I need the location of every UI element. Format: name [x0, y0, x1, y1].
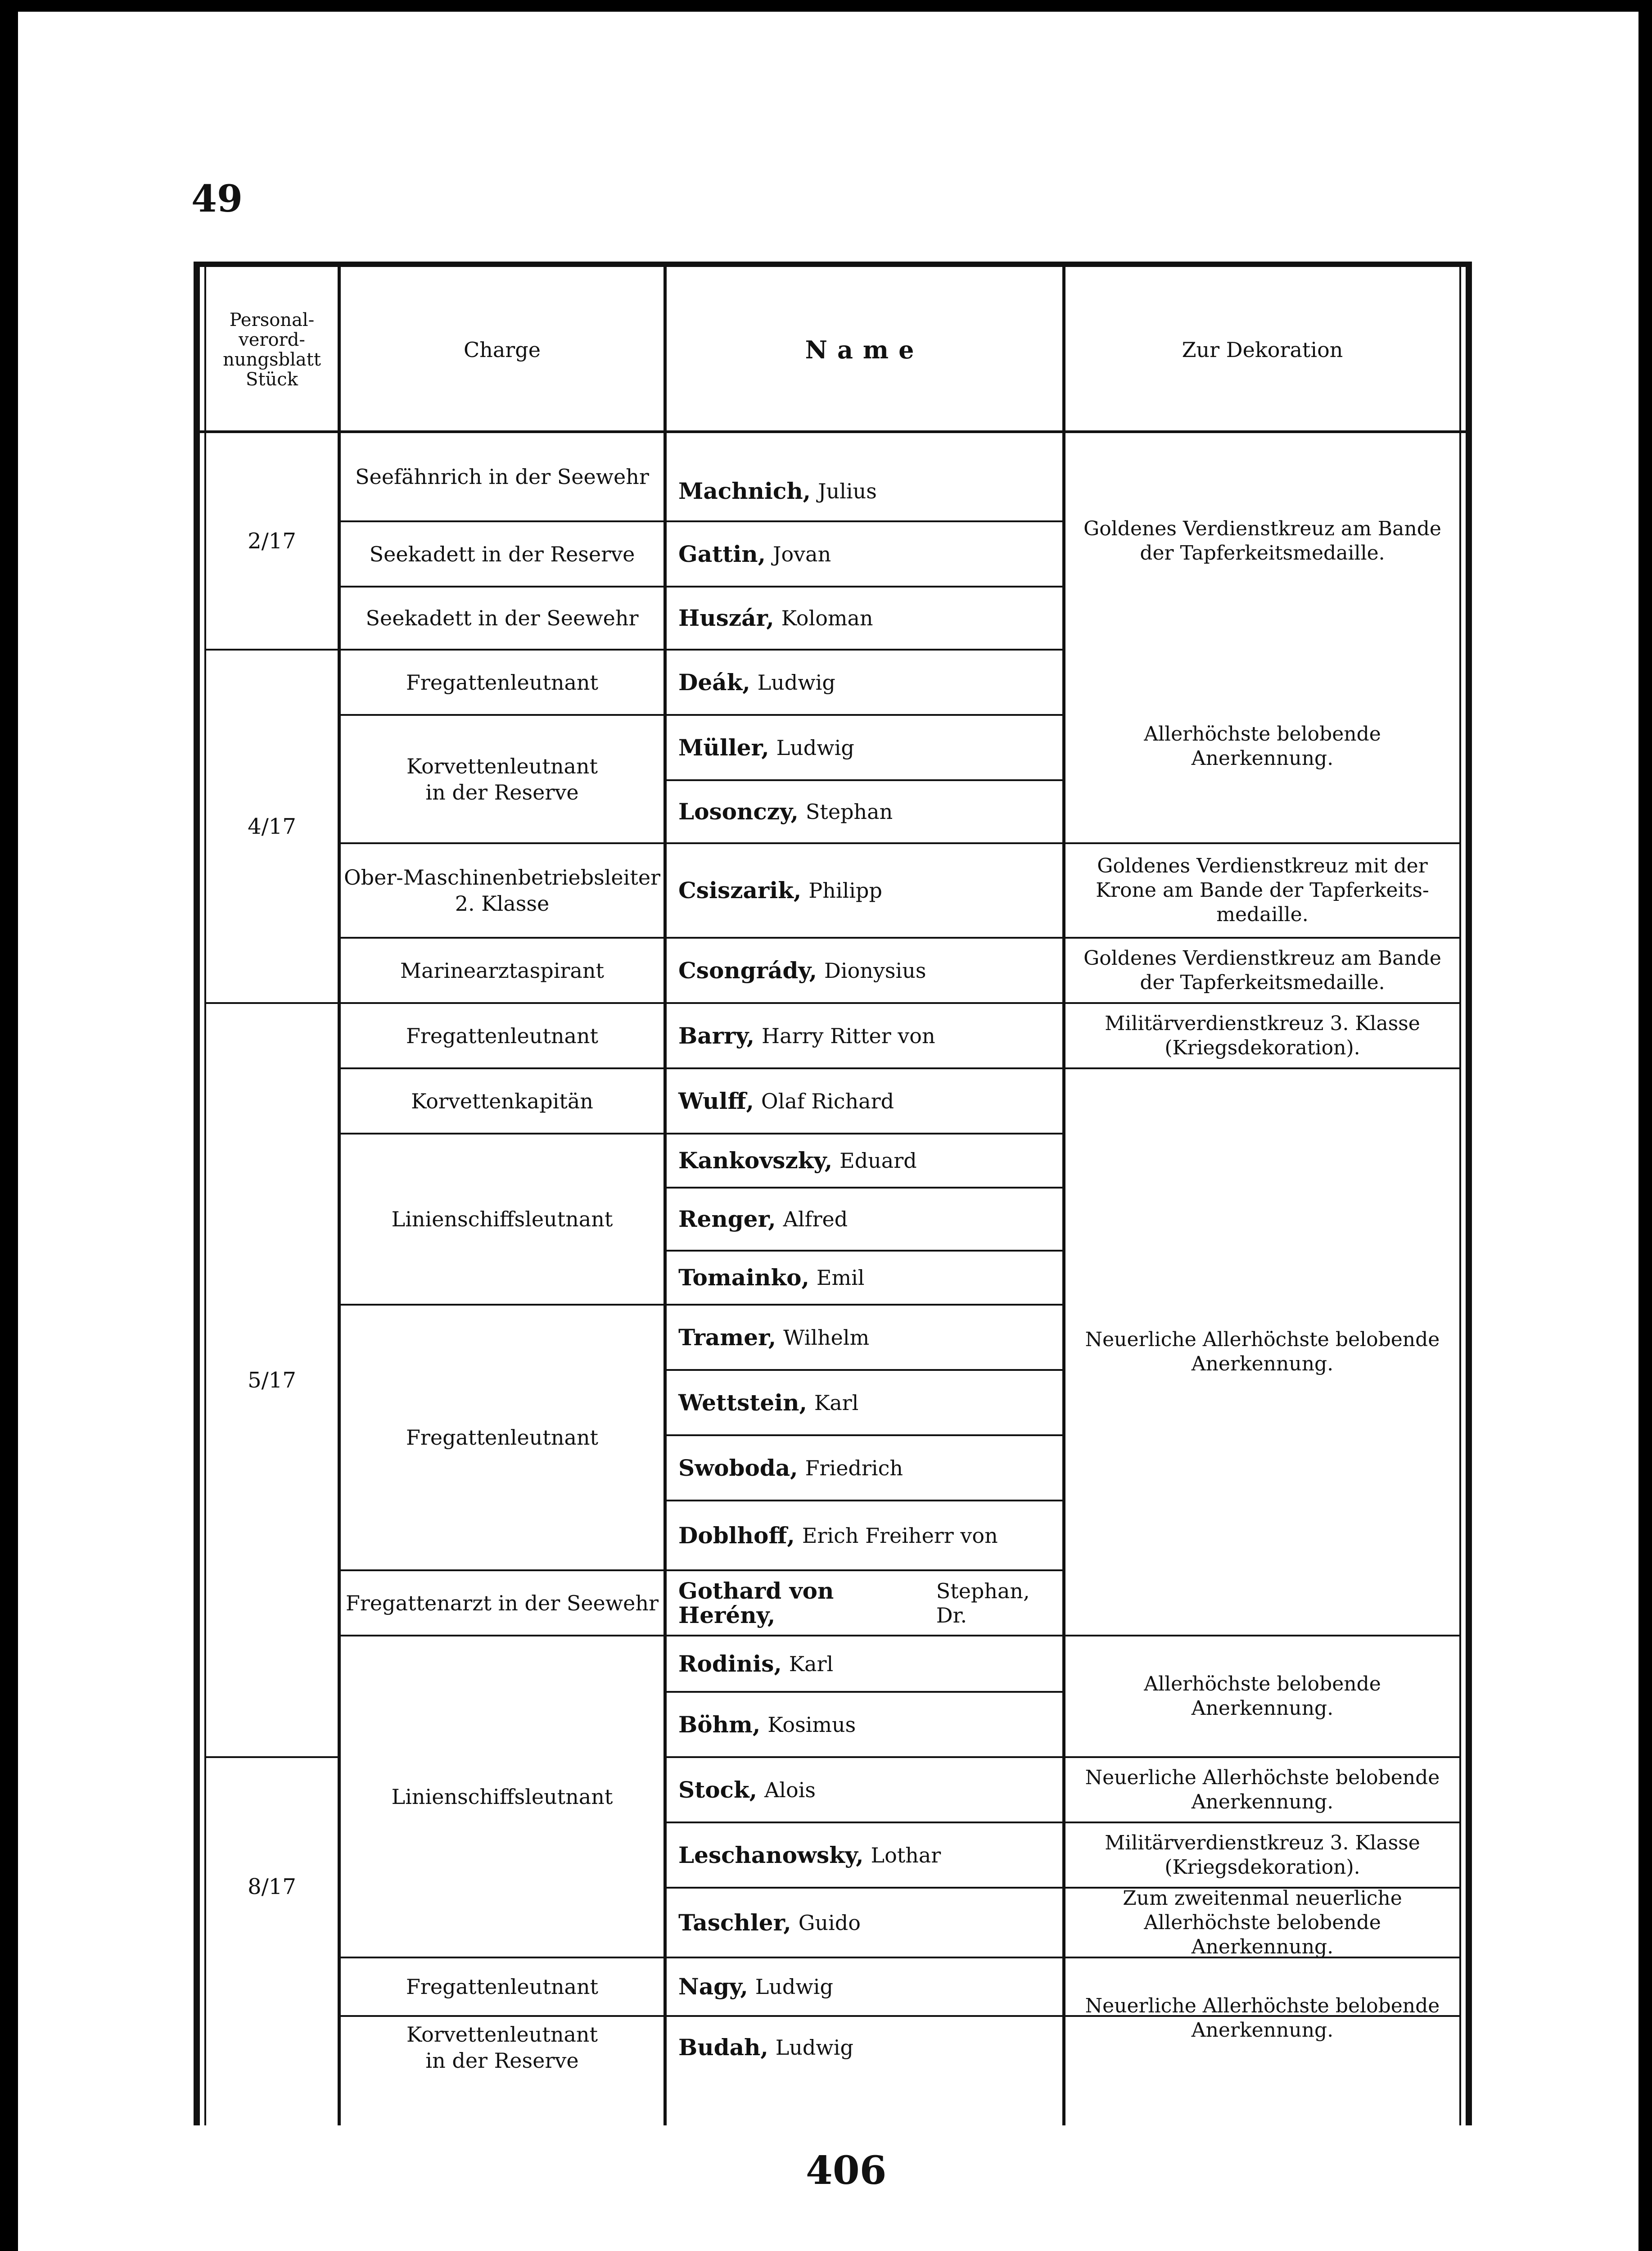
given-name: Dionysius: [824, 958, 926, 983]
charge-cell: Fregattenleutnant: [406, 1425, 599, 1450]
charge-cell: [341, 716, 664, 842]
surname: Wettstein,: [678, 1389, 807, 1416]
charge-cell: Fregattenarzt in der Seewehr: [346, 1591, 659, 1615]
surname: Machnich,: [678, 478, 811, 504]
charge-line: Korvettenleutnant: [406, 754, 598, 778]
name-cell: [667, 1889, 1062, 1957]
charge-cell: Linienschiffsleutnant: [391, 1207, 613, 1231]
scanned-page: [18, 12, 1638, 2251]
given-name: Julius: [818, 479, 877, 503]
surname: Gattin,: [678, 540, 766, 567]
given-name: Friedrich: [805, 1455, 903, 1480]
given-name: Ludwig: [775, 2035, 853, 2060]
given-name: Stephan: [805, 800, 893, 824]
decoration-line: Neuerliche Allerhöchste belobende: [1085, 1994, 1440, 2017]
charge-cell: Linienschiffsleutnant: [391, 1784, 613, 1809]
decoration-line: der Tapferkeitsmedaille.: [1140, 971, 1385, 994]
given-name: Philipp: [808, 878, 882, 903]
given-name: Harry Ritter von: [762, 1023, 935, 1048]
name-cell: [667, 716, 1062, 779]
stueck-cell: 4/17: [248, 814, 296, 839]
surname: Böhm,: [678, 1711, 761, 1738]
given-name: Alois: [764, 1777, 816, 1802]
decoration-cell: [1065, 1823, 1459, 1887]
charge-cell: Seekadett in der Reserve: [369, 542, 635, 566]
decoration-line: (Kriegsdekoration).: [1165, 1855, 1360, 1879]
surname: Gothard von Herény,: [678, 1577, 834, 1628]
given-name: Alfred: [783, 1207, 848, 1231]
name-cell: [667, 1189, 1062, 1250]
charge-line: 2. Klasse: [455, 891, 550, 916]
name-cell: [667, 651, 1062, 714]
name-cell: [667, 1636, 1062, 1691]
surname: Budah,: [678, 2034, 768, 2061]
name-cell: [667, 1252, 1062, 1304]
decoration-line: (Kriegsdekoration).: [1165, 1036, 1360, 1059]
header-stueck: [206, 269, 338, 430]
decoration-line: Goldenes Verdienstkreuz am Bande: [1083, 517, 1441, 540]
name-cell: [667, 1823, 1062, 1887]
surname: Swoboda,: [678, 1454, 798, 1481]
column-divider: [338, 262, 341, 2125]
given-name: Kosimus: [767, 1712, 856, 1737]
decoration-cell: [1065, 844, 1459, 937]
surname: Stock,: [678, 1776, 758, 1803]
page-number-bottom: 406: [806, 2148, 887, 2193]
given-name: Emil: [816, 1266, 865, 1290]
name-cell: [667, 939, 1062, 1002]
surname: Csiszarik,: [678, 877, 802, 904]
decoration-line: Militärverdienstkreuz 3. Klasse: [1105, 1012, 1420, 1035]
name-cell: [667, 1693, 1062, 1756]
name-cell: [667, 1758, 1062, 1822]
surname: Tramer,: [678, 1324, 776, 1351]
given-name: Wilhelm: [783, 1325, 870, 1350]
decoration-line: Neuerliche Allerhöchste belobende: [1085, 1766, 1440, 1789]
decoration-ledger-table: [194, 262, 1472, 2125]
charge-line: in der Reserve: [425, 780, 579, 805]
decoration-cell: [1065, 433, 1459, 649]
header-name: Name: [805, 335, 924, 364]
given-name: Karl: [789, 1651, 834, 1676]
stueck-cell: 5/17: [248, 1367, 296, 1393]
given-name: Lothar: [871, 1843, 941, 1867]
given-name: Olaf Richard: [761, 1089, 894, 1113]
decoration-line: der Tapferkeitsmedaille.: [1140, 541, 1385, 565]
surname: Deák,: [678, 669, 750, 696]
surname: Wulff,: [678, 1087, 754, 1114]
decoration-line: Allerhöchste belobende Anerkennung.: [1144, 1911, 1381, 1958]
decoration-cell: [1065, 1758, 1459, 1822]
name-cell: [667, 1501, 1062, 1569]
surname: Csongrády,: [678, 957, 817, 984]
name-cell: [667, 522, 1062, 586]
given-name: Ludwig: [776, 735, 854, 760]
name-cell: [667, 588, 1062, 649]
surname: Kankovszky,: [678, 1147, 833, 1174]
header-stueck-line: nungsblatt: [223, 349, 321, 370]
decoration-cell: [1065, 1636, 1459, 1756]
header-stueck-line: Stück: [246, 369, 298, 390]
name-cell: [667, 1004, 1062, 1067]
decoration-line: Goldenes Verdienstkreuz mit der: [1097, 854, 1428, 877]
decoration-cell: [1065, 1958, 1459, 2078]
decoration-cell: [1065, 1004, 1459, 1067]
decoration-line: medaille.: [1216, 903, 1309, 926]
charge-cell: Fregattenleutnant: [406, 1975, 599, 1999]
given-name: Stephan, Dr.: [936, 1578, 1030, 1627]
column-divider: [664, 262, 667, 2125]
header-stueck-line: Personal-: [229, 309, 315, 330]
name-cell: [667, 1069, 1062, 1133]
name-cell: [667, 2017, 1062, 2078]
surname: Barry,: [678, 1022, 755, 1049]
table-right-border: [1466, 262, 1472, 2125]
charge-line: Korvettenleutnant: [406, 2022, 598, 2047]
given-name: Jovan: [773, 542, 831, 566]
name-cell: [667, 844, 1062, 937]
decoration-line: Anerkennung.: [1191, 1352, 1334, 1375]
surname: Tomainko,: [678, 1264, 809, 1291]
decoration-line: Militärverdienstkreuz 3. Klasse: [1105, 1831, 1420, 1854]
surname: Taschler,: [678, 1909, 791, 1936]
header-charge: Charge: [464, 337, 541, 362]
decoration-line: Krone am Bande der Tapferkeits-: [1096, 879, 1429, 902]
page-number-top: 49: [191, 177, 243, 221]
decoration-cell: [1065, 1069, 1459, 1635]
decoration-line: Anerkennung.: [1191, 1790, 1334, 1813]
surname: Müller,: [678, 734, 769, 761]
given-name: Eduard: [840, 1148, 917, 1173]
given-name: Koloman: [781, 606, 873, 630]
charge-cell: Marinearztaspirant: [400, 958, 604, 983]
charge-cell: [341, 2017, 664, 2078]
decoration-line: Anerkennung.: [1191, 2018, 1334, 2042]
decoration-line: Allerhöchste belobende Anerkennung.: [1144, 723, 1381, 770]
name-cell: [667, 1958, 1062, 2015]
given-name: Guido: [798, 1910, 861, 1935]
charge-line: in der Reserve: [425, 2048, 579, 2073]
decoration-cell: [1065, 651, 1459, 842]
surname: Nagy,: [678, 1973, 748, 2000]
name-cell: [667, 1571, 1062, 1635]
decoration-line: Goldenes Verdienstkreuz am Bande: [1083, 946, 1441, 970]
stueck-cell: 8/17: [248, 1874, 296, 1899]
column-divider: [1062, 262, 1065, 2125]
table-right-inner-border: [1459, 262, 1461, 2125]
name-cell: [667, 1306, 1062, 1369]
table-left-border: [194, 262, 200, 2125]
name-cell: [667, 1436, 1062, 1500]
charge-cell: Fregattenleutnant: [406, 670, 599, 695]
surname: Losonczy,: [678, 798, 799, 825]
name-cell: [667, 1371, 1062, 1434]
name-cell: [667, 781, 1062, 842]
decoration-line: Zum zweitenmal neuerliche: [1123, 1886, 1402, 1910]
surname: Huszár,: [678, 605, 774, 631]
given-name: Ludwig: [757, 670, 835, 695]
decoration-line: Neuerliche Allerhöchste belobende: [1085, 1328, 1440, 1351]
surname: Doblhoff,: [678, 1522, 795, 1549]
charge-line: Ober-Maschinenbetriebsleiter: [343, 865, 661, 890]
charge-cell: Seekadett in der Seewehr: [366, 606, 639, 630]
name-cell: [667, 462, 1062, 520]
stueck-cell: 2/17: [248, 528, 296, 554]
surname: Renger,: [678, 1206, 776, 1232]
name-cell: [667, 1135, 1062, 1187]
charge-cell: Seefähnrich in der Seewehr: [355, 465, 649, 489]
decoration-line: Allerhöchste belobende Anerkennung.: [1144, 1672, 1381, 1720]
charge-cell: [341, 844, 664, 937]
header-stueck-line: verord-: [239, 329, 305, 350]
surname: Leschanowsky,: [678, 1841, 864, 1868]
header-dekoration: Zur Dekoration: [1182, 337, 1343, 362]
charge-cell: Fregattenleutnant: [406, 1023, 599, 1048]
given-name: Ludwig: [755, 1975, 833, 1999]
table-top-border: [194, 262, 1472, 267]
decoration-cell: [1065, 1886, 1459, 1958]
decoration-cell: [1065, 939, 1459, 1002]
given-name: Erich Freiherr von: [802, 1523, 998, 1548]
charge-cell: Korvettenkapitän: [411, 1089, 593, 1113]
given-name: Karl: [814, 1390, 859, 1415]
surname: Rodinis,: [678, 1650, 782, 1677]
